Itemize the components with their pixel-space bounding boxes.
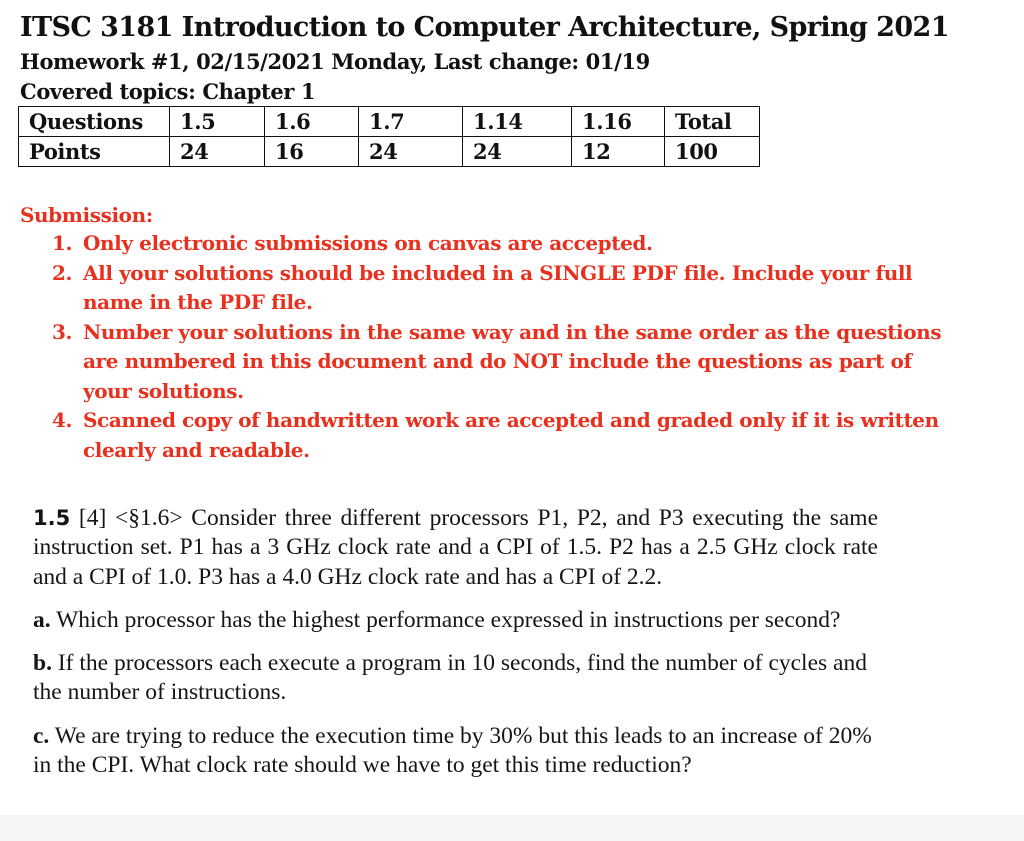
submission-list: [20, 229, 963, 465]
table-row-questions: [19, 107, 760, 137]
table-cell: 1.6: [265, 107, 359, 137]
problem-statement: [33, 504, 878, 592]
list-item: [20, 259, 963, 318]
part-text: Which processor has the highest performance expressed in instructions per second?: [56, 606, 841, 633]
part-label: b.: [33, 650, 52, 677]
list-item-text: Scanned copy of handwritten work are accepted and graded only if it is written clearly and readable.: [83, 408, 939, 462]
problem-part-b: [33, 649, 878, 708]
list-item-text: Only electronic submissions on canvas are accepted.: [83, 231, 653, 255]
list-item-number: 2.: [52, 260, 73, 285]
list-item-number: 3.: [52, 319, 73, 344]
submission-section: [20, 201, 963, 465]
table-cell: 1.14: [463, 107, 572, 137]
problem-part-a: [33, 606, 878, 635]
part-label: c.: [33, 722, 50, 749]
table-cell: 24: [463, 137, 572, 167]
points-table: [18, 106, 760, 167]
list-item: [20, 229, 963, 259]
table-cell: Total: [665, 107, 760, 137]
table-cell: 1.16: [572, 107, 665, 137]
list-item-text: All your solutions should be included in a SINGLE PDF file. Include your full name in the PDF file.: [83, 260, 913, 314]
table-cell: 1.7: [359, 107, 463, 137]
covered-topics: Covered topics: Chapter 1: [20, 79, 316, 104]
problem-number: 1.5: [33, 506, 71, 530]
part-label: a.: [33, 606, 51, 633]
table-cell: Questions: [19, 107, 170, 137]
problem-1-5: [33, 504, 878, 780]
list-item-text: Number your solutions in the same way and in the same order as the questions are numbered in this document and do NOT include the questions as part of your solutions.: [83, 319, 942, 403]
problem-part-c: [33, 722, 878, 781]
table-cell: 16: [265, 137, 359, 167]
table-cell: 1.5: [170, 107, 265, 137]
table-row-points: [19, 137, 760, 167]
part-text: If the processors each execute a program in 10 seconds, find the number of cycles and the number of instructions.: [33, 650, 867, 706]
list-item: [20, 406, 963, 465]
submission-heading: Submission:: [20, 203, 153, 227]
table-cell: 100: [665, 137, 760, 167]
list-item: [20, 318, 963, 407]
list-item-number: 4.: [52, 408, 73, 432]
table-cell: 24: [170, 137, 265, 167]
table-cell: 12: [572, 137, 665, 167]
table-cell: Points: [19, 137, 170, 167]
homework-info: Homework #1, 02/15/2021 Monday, Last change: 01/19: [20, 49, 650, 74]
problem-text: [4] <§1.6> Consider three different processors P1, P2, and P3 executing the same instruction set. P1 has a 3 GHz clock rate and a CPI of 1.5. P2 has a 2.5 GHz clock rate and a CPI of 1.0. P3 has a 4.0 GHz clock rate and has a CPI of 2.2.: [33, 505, 879, 590]
page-bottom-strip: [0, 815, 1024, 841]
course-title: ITSC 3181 Introduction to Computer Architecture, Spring 2021: [20, 12, 949, 43]
part-text: We are trying to reduce the execution time by 30% but this leads to an increase of 20% in the CPI. What clock rate should we have to get this time reduction?: [33, 722, 872, 779]
table-cell: 24: [359, 137, 463, 167]
list-item-number: 1.: [52, 231, 73, 255]
